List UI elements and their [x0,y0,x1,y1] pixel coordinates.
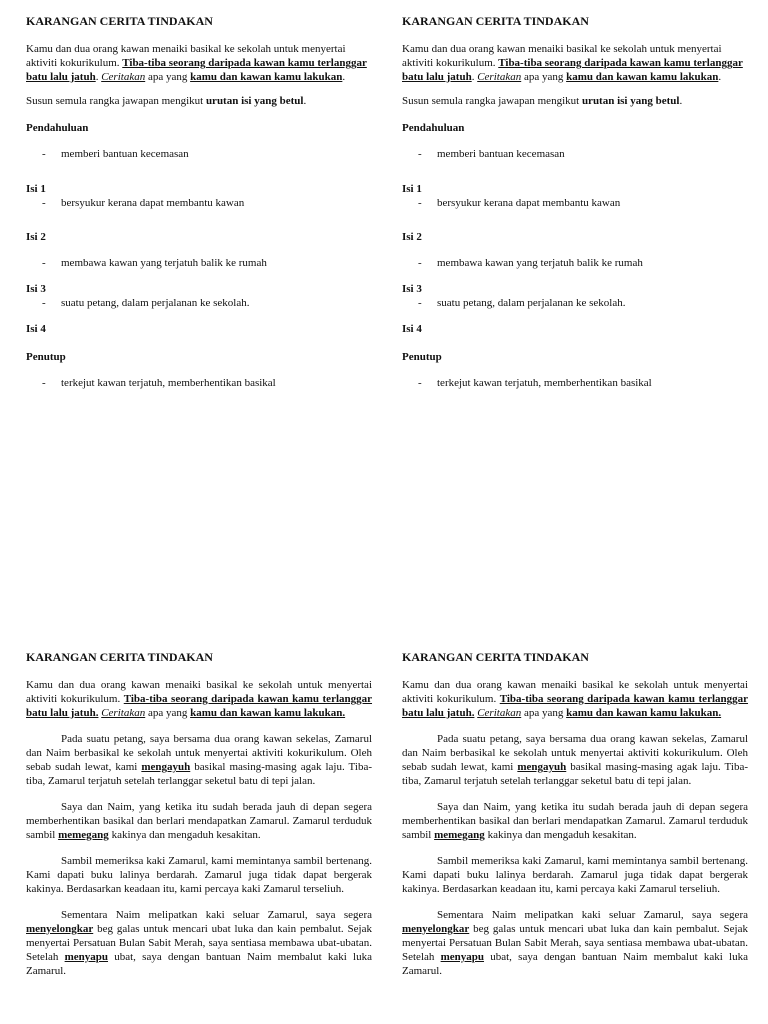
list-item: - suatu petang, dalam perjalanan ke sekolah. [42,297,250,309]
heading-penutup: Penutup [402,351,442,363]
instruction: Susun semula rangka jawapan mengikut urutan isi yang betul. [402,95,683,107]
heading-penutup: Penutup [26,351,66,363]
essay-paragraph-1: Pada suatu petang, saya bersama dua orang kawan sekelas, Zamarul dan Naim berbasikal ke sekolah untuk menyertai aktiviti kokurikulum. Oleh sebab sudah lewat, kami mengayuh basikal masing-masing agak laju. Tiba-tiba, Zamarul terjatuh setelah terlanggar seketul batu di tepi jalan. [26,733,372,787]
list-item: - terkejut kawan terjatuh, memberhentikan basikal [418,377,652,389]
heading-isi3: Isi 3 [26,283,46,295]
list-item: - bersyukur kerana dapat membantu kawan [42,197,245,209]
question-intro: Kamu dan dua orang kawan menaiki basikal ke sekolah untuk menyertai aktiviti kokurikulum. Tiba-tiba seorang daripada kawan kamu terlanggar batu lalu jatuh. Ceritakan apa yang kamu dan kawan kamu lakukan. [402,679,749,719]
list-item: - membawa kawan yang terjatuh balik ke rumah [42,257,267,269]
list-item: - membawa kawan yang terjatuh balik ke rumah [418,257,643,269]
question-intro: Kamu dan dua orang kawan menaiki basikal ke sekolah untuk menyertai aktiviti kokurikulum. Tiba-tiba seorang daripada kawan kamu terlanggar batu lalu jatuh. Ceritakan apa yang kamu dan kawan kamu lakukan. [26,679,373,719]
essay-paragraph-4: Sementara Naim melipatkan kaki seluar Zamarul, saya segera menyelongkar beg galas untuk mencari ubat luka dan kain pembalut. Sejak menyertai Persatuan Bulan Sabit Merah, saya sentiasa membawa ubat-ubatan. Setelah menyapu ubat, saya dengan bantuan Naim membalut kaki luka Zamarul. [402,909,748,977]
essay-paragraph-3: Sambil memeriksa kaki Zamarul, kami memintanya sambil bertenang. Kami dapati buku lalinya berdarah. Zamarul juga tidak dapat bergerak kakinya. Berdasarkan keadaan itu, kami percaya kaki Zamarul terseliuh. [402,855,748,895]
essay-sheet-left [26,650,372,990]
question-intro: Kamu dan dua orang kawan menaiki basikal ke sekolah untuk menyertai aktiviti kokurikulum. Tiba-tiba seorang daripada kawan kamu terlanggar batu lalu jatuh. Ceritakan apa yang kamu dan kawan kamu lakukan. [402,43,743,83]
heading-isi4: Isi 4 [402,323,422,335]
essay-sheet-right [402,650,748,990]
list-item: - bersyukur kerana dapat membantu kawan [418,197,621,209]
heading-isi3: Isi 3 [402,283,422,295]
document-title: KARANGAN CERITA TINDAKAN [402,14,589,28]
question-intro: Kamu dan dua orang kawan menaiki basikal ke sekolah untuk menyertai aktiviti kokurikulum. Tiba-tiba seorang daripada kawan kamu terlanggar batu lalu jatuh. Ceritakan apa yang kamu dan kawan kamu lakukan. [26,43,367,83]
heading-isi1: Isi 1 [402,183,422,195]
heading-isi2: Isi 2 [402,231,422,243]
heading-isi2: Isi 2 [26,231,46,243]
list-item: - memberi bantuan kecemasan [418,148,565,160]
essay-paragraph-2: Saya dan Naim, yang ketika itu sudah berada jauh di depan segera memberhentikan basikal dan berlari mendapatkan Zamarul. Zamarul terduduk sambil memegang kakinya dan mengaduh kesakitan. [26,801,372,841]
heading-isi4: Isi 4 [26,323,46,335]
outline-sheet-right [402,14,748,390]
essay-paragraph-1: Pada suatu petang, saya bersama dua orang kawan sekelas, Zamarul dan Naim berbasikal ke sekolah untuk menyertai aktiviti kokurikulum. Oleh sebab sudah lewat, kami mengayuh basikal masing-masing agak laju. Tiba-tiba, Zamarul terjatuh setelah terlanggar seketul batu di tepi jalan. [402,733,748,787]
document-title: KARANGAN CERITA TINDAKAN [26,14,213,28]
document-title: KARANGAN CERITA TINDAKAN [26,650,213,664]
instruction: Susun semula rangka jawapan mengikut urutan isi yang betul. [26,95,307,107]
heading-pendahuluan: Pendahuluan [26,122,89,134]
document-title: KARANGAN CERITA TINDAKAN [402,650,589,664]
essay-paragraph-4: Sementara Naim melipatkan kaki seluar Zamarul, saya segera menyelongkar beg galas untuk mencari ubat luka dan kain pembalut. Sejak menyertai Persatuan Bulan Sabit Merah, saya sentiasa membawa ubat-ubatan. Setelah menyapu ubat, saya dengan bantuan Naim membalut kaki luka Zamarul. [26,909,372,977]
outline-sheet-left [26,14,372,390]
essay-paragraph-3: Sambil memeriksa kaki Zamarul, kami memintanya sambil bertenang. Kami dapati buku lalinya berdarah. Zamarul juga tidak dapat bergerak kakinya. Berdasarkan keadaan itu, kami percaya kaki Zamarul terseliuh. [26,855,372,895]
essay-paragraph-2: Saya dan Naim, yang ketika itu sudah berada jauh di depan segera memberhentikan basikal dan berlari mendapatkan Zamarul. Zamarul terduduk sambil memegang kakinya dan mengaduh kesakitan. [402,801,748,841]
heading-isi1: Isi 1 [26,183,46,195]
heading-pendahuluan: Pendahuluan [402,122,465,134]
list-item: - memberi bantuan kecemasan [42,148,189,160]
list-item: - suatu petang, dalam perjalanan ke sekolah. [418,297,626,309]
list-item: - terkejut kawan terjatuh, memberhentikan basikal [42,377,276,389]
